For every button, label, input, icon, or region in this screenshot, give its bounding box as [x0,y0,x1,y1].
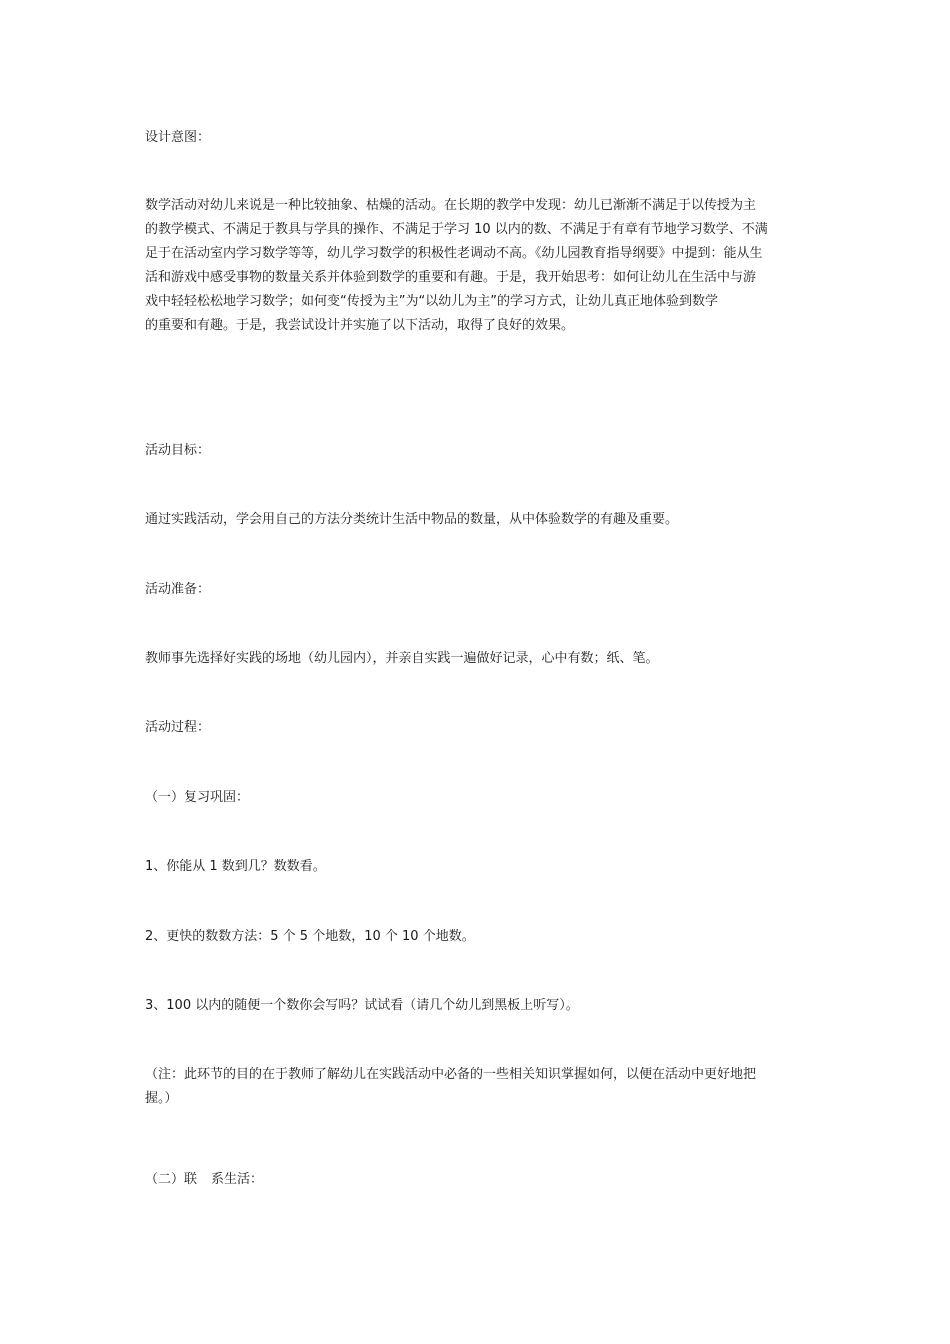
note-paragraph [145,1063,810,1111]
list-item-2: 2、更快的数数方法：5 个 5 个地数，10 个 10 个地数。 [145,929,475,944]
section-heading-review: （一）复习巩固： [145,790,250,805]
paragraph-line: 足于在活动室内学习数学等等，幼儿学习数学的积极性老调动不高。《幼儿园教育指导纲要》中提到：能从生 [145,246,763,261]
paragraph-line: 的重要和有趣。于是，我尝试设计并实施了以下活动，取得了良好的效果。 [145,318,575,333]
note-line: （注：此环节的目的在于教师了解幼儿在实践活动中必备的一些相关知识掌握如何，以便在活动中更好地把 [145,1067,757,1082]
paragraph-activity-goal: 通过实践活动，学会用自己的方法分类统计生活中物品的数量，从中体验数学的有趣及重要。 [145,512,679,527]
paragraph-line: 数学活动对幼儿来说是一种比较抽象、枯燥的活动。在长期的教学中发现：幼儿已渐渐不满足于以传授为主 [145,198,757,213]
list-item-3: 3、100 以内的随便一个数你会写吗？试试看（请几个幼儿到黑板上听写）。 [145,998,579,1013]
list-item-1: 1、你能从 1 数到几？数数看。 [145,859,326,874]
paragraph-activity-preparation: 教师事先选择好实践的场地（幼儿园内），并亲自实践一遍做好记录，心中有数；纸、笔。 [145,651,659,666]
heading-activity-process: 活动过程： [145,720,211,735]
note-line: 握。） [145,1091,178,1106]
paragraph-line: 的教学模式、不满足于教具与学具的操作、不满足于学习 10 以内的数、不满足于有章有节地学习数学、不满 [145,222,768,237]
section-heading-life-suffix: 系生活： [211,1172,264,1187]
section-heading-life [145,1168,810,1192]
paragraph-line: 活和游戏中感受事物的数量关系并体验到数学的重要和有趣。于是，我开始思考：如何让幼儿在生活中与游 [145,270,757,285]
paragraph-line: 戏中轻轻松松地学习数学；如何变“传授为主”为“以幼儿为主”的学习方式，让幼儿真正地体验到数学 [145,294,718,309]
heading-activity-preparation: 活动准备： [145,582,211,597]
paragraph-design-intent [145,194,810,338]
heading-activity-goal: 活动目标： [145,443,211,458]
section-heading-life-prefix: （二）联 [145,1172,198,1187]
heading-design-intent: 设计意图： [145,130,211,145]
